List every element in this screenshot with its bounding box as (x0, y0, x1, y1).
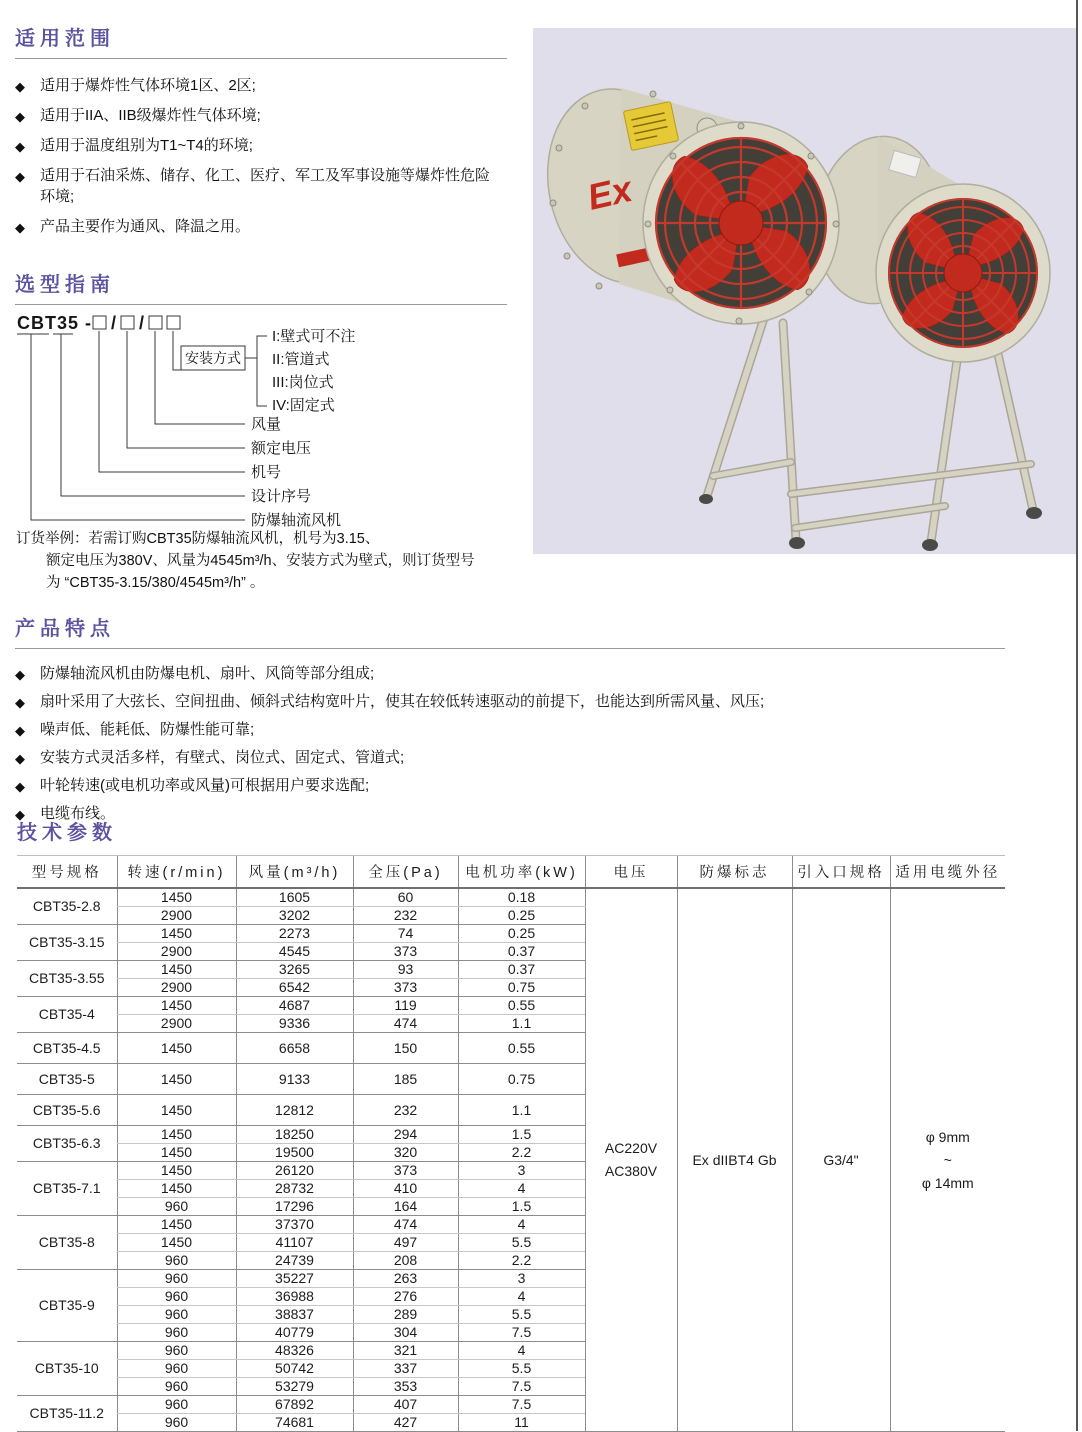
table-header-row (17, 856, 1005, 889)
order-example-line: 订货举例：若需订购CBT35防爆轴流风机，机号为3.15、 (16, 531, 380, 547)
spec-value-cell: 4 (458, 1179, 585, 1197)
spec-value-cell: 48326 (236, 1341, 353, 1359)
list-item-text: 防爆轴流风机由防爆电机、扇叶、风筒等部分组成; (40, 665, 375, 682)
section-title: 选型指南 (15, 274, 115, 296)
spec-value-cell: 960 (117, 1251, 236, 1269)
spec-value-cell: 337 (353, 1359, 458, 1377)
spec-value-cell: 74 (353, 924, 458, 942)
spec-value-cell: 373 (353, 942, 458, 960)
list-item-text: 叶轮转速(或电机功率或风量)可根据用户要求选配; (40, 777, 370, 794)
scope-bullet-list (15, 75, 520, 237)
spec-value-cell: 353 (353, 1377, 458, 1395)
list-item (15, 105, 520, 126)
spec-value-cell: 185 (353, 1063, 458, 1094)
section-technical-parameters (17, 816, 1009, 1432)
spec-value-cell: 74681 (236, 1413, 353, 1431)
spec-value-cell: 4545 (236, 942, 353, 960)
section-selection-guide (15, 268, 520, 535)
spec-value-cell: 7.5 (458, 1395, 585, 1413)
model-cell: CBT35-11.2 (17, 1395, 117, 1431)
spec-value-cell: 3202 (236, 906, 353, 924)
spec-value-cell: 1450 (117, 1063, 236, 1094)
list-item-text: 电缆布线。 (40, 805, 116, 822)
spec-value-cell: 1450 (117, 1179, 236, 1197)
spec-value-cell: 5.5 (458, 1305, 585, 1323)
spec-value-cell: 3265 (236, 960, 353, 978)
diamond-bullet-icon: ◆ (15, 139, 25, 154)
spec-value-cell: 4 (458, 1215, 585, 1233)
model-code-box (93, 316, 106, 329)
spec-value-cell: 3 (458, 1269, 585, 1287)
spec-value-cell: 263 (353, 1269, 458, 1287)
ex-mark-cell: Ex dIIBT4 Gb (677, 888, 792, 1431)
list-item-text: 适用于石油采炼、储存、化工、医疗、军工及军事设施等爆炸性危险环境; (40, 167, 491, 205)
diamond-bullet-icon: ◆ (15, 169, 25, 184)
diamond-bullet-icon: ◆ (15, 751, 25, 766)
spec-value-cell: 9336 (236, 1014, 353, 1032)
model-cell: CBT35-4 (17, 996, 117, 1032)
spec-value-cell: 26120 (236, 1161, 353, 1179)
product-photo (533, 28, 1076, 554)
spec-value-cell: 1450 (117, 1032, 236, 1063)
spec-value-cell: 1450 (117, 1215, 236, 1233)
list-item (15, 663, 1007, 684)
order-example-line: 额定电压为380V、风量为4545m³/h、安装方式为壁式，则订货型号 (46, 553, 475, 569)
column-header: 风量(m³/h) (236, 856, 353, 889)
model-cell: CBT35-4.5 (17, 1032, 117, 1063)
spec-value-cell: 497 (353, 1233, 458, 1251)
list-item (15, 135, 520, 156)
section-divider (15, 304, 507, 305)
column-header: 防爆标志 (677, 856, 792, 889)
spec-value-cell: 1450 (117, 1233, 236, 1251)
spec-value-cell: 1450 (117, 996, 236, 1014)
install-option: I:壁式可不注 (272, 328, 356, 345)
spec-value-cell: 960 (117, 1377, 236, 1395)
spec-value-cell: 960 (117, 1413, 236, 1431)
spec-value-cell: 7.5 (458, 1323, 585, 1341)
diamond-bullet-icon: ◆ (15, 220, 25, 235)
spec-value-cell: 1450 (117, 1125, 236, 1143)
model-code-box (149, 316, 162, 329)
cable-od-cell: φ 9mm ~ φ 14mm (890, 888, 1005, 1431)
spec-value-cell: 5.5 (458, 1359, 585, 1377)
fans-illustration (533, 28, 1076, 554)
spec-value-cell: 24739 (236, 1251, 353, 1269)
diamond-bullet-icon: ◆ (15, 109, 25, 124)
spec-value-cell: 6542 (236, 978, 353, 996)
spec-value-cell: 36988 (236, 1287, 353, 1305)
section-title: 技术参数 (17, 822, 117, 844)
list-item (15, 216, 520, 237)
spec-value-cell: 60 (353, 888, 458, 906)
spec-value-cell: 208 (353, 1251, 458, 1269)
model-cell: CBT35-5 (17, 1063, 117, 1094)
spec-value-cell: 17296 (236, 1197, 353, 1215)
diamond-bullet-icon: ◆ (15, 695, 25, 710)
spec-value-cell: 0.37 (458, 960, 585, 978)
spec-value-cell: 232 (353, 906, 458, 924)
spec-value-cell: 0.37 (458, 942, 585, 960)
section-application-scope (15, 22, 520, 246)
code-part-label: 设计序号 (251, 488, 312, 505)
install-option: II:管道式 (272, 351, 330, 368)
spec-value-cell: 427 (353, 1413, 458, 1431)
list-item-text: 扇叶采用了大弦长、空间扭曲、倾斜式结构宽叶片，使其在较低转速驱动的前提下，也能达到所需风量、风压; (40, 693, 765, 710)
spec-value-cell: 0.55 (458, 996, 585, 1014)
spec-value-cell: 28732 (236, 1179, 353, 1197)
code-part-label: 风量 (251, 416, 282, 433)
model-code-box (121, 316, 134, 329)
spec-value-cell: 1450 (117, 1094, 236, 1125)
spec-value-cell: 960 (117, 1305, 236, 1323)
spec-value-cell: 2900 (117, 942, 236, 960)
diamond-bullet-icon: ◆ (15, 79, 25, 94)
spec-value-cell: 6658 (236, 1032, 353, 1063)
spec-value-cell: 9133 (236, 1063, 353, 1094)
spec-value-cell: 2900 (117, 978, 236, 996)
spec-value-cell: 2900 (117, 1014, 236, 1032)
list-item-text: 噪声低、能耗低、防爆性能可靠; (40, 721, 255, 738)
spec-value-cell: 2.2 (458, 1251, 585, 1269)
spec-value-cell: 1450 (117, 1161, 236, 1179)
spec-value-cell: 373 (353, 1161, 458, 1179)
axial-fan-stand-type-image (805, 128, 1050, 362)
spec-value-cell: 1.5 (458, 1125, 585, 1143)
section-product-features (15, 612, 1007, 831)
spec-value-cell: 960 (117, 1287, 236, 1305)
code-part-label: 防爆轴流风机 (251, 512, 342, 529)
list-item-text: 适用于温度组别为T1~T4的环境; (40, 137, 253, 154)
spec-value-cell: 1.5 (458, 1197, 585, 1215)
code-part-label: 机号 (251, 464, 282, 481)
install-method-label: 安装方式 (185, 350, 241, 366)
table-row (17, 888, 1005, 906)
spec-value-cell: 0.25 (458, 906, 585, 924)
spec-value-cell: 960 (117, 1323, 236, 1341)
spec-value-cell: 0.25 (458, 924, 585, 942)
spec-value-cell: 19500 (236, 1143, 353, 1161)
section-divider (15, 58, 507, 59)
specs-table-body (17, 888, 1005, 1431)
section-title: 适用范围 (15, 28, 115, 50)
list-item-text: 产品主要作为通风、降温之用。 (40, 218, 251, 235)
list-item (15, 165, 500, 207)
features-bullet-list (15, 663, 1007, 824)
spec-value-cell: 474 (353, 1014, 458, 1032)
spec-value-cell: 960 (117, 1395, 236, 1413)
column-header: 引入口规格 (792, 856, 890, 889)
code-part-label: 额定电压 (251, 440, 312, 457)
install-option: IV:固定式 (272, 397, 335, 414)
model-code-box (167, 316, 180, 329)
model-code-diagram (15, 313, 520, 535)
column-header: 电压 (585, 856, 677, 889)
section-divider (15, 648, 1005, 649)
spec-value-cell: 2273 (236, 924, 353, 942)
spec-value-cell: 1450 (117, 1143, 236, 1161)
model-cell: CBT35-7.1 (17, 1161, 117, 1215)
spec-value-cell: 12812 (236, 1094, 353, 1125)
spec-value-cell: 67892 (236, 1395, 353, 1413)
model-code-text: CBT35 - (17, 313, 93, 333)
list-item-text: 安装方式灵活多样，有壁式、岗位式、固定式、管道式; (40, 749, 405, 766)
spec-value-cell: 276 (353, 1287, 458, 1305)
model-cell: CBT35-9 (17, 1269, 117, 1341)
spec-value-cell: 0.75 (458, 1063, 585, 1094)
model-cell: CBT35-10 (17, 1341, 117, 1395)
spec-value-cell: 960 (117, 1359, 236, 1377)
list-item (15, 747, 1007, 768)
spec-value-cell: 960 (117, 1341, 236, 1359)
spec-value-cell: 1.1 (458, 1094, 585, 1125)
list-item (15, 691, 1007, 712)
list-item (15, 75, 520, 96)
spec-value-cell: 150 (353, 1032, 458, 1063)
slash: / (111, 313, 117, 333)
model-cell: CBT35-6.3 (17, 1125, 117, 1161)
spec-value-cell: 410 (353, 1179, 458, 1197)
spec-value-cell: 7.5 (458, 1377, 585, 1395)
spec-value-cell: 53279 (236, 1377, 353, 1395)
technical-parameters-table (17, 855, 1005, 1432)
diamond-bullet-icon: ◆ (15, 723, 25, 738)
diamond-bullet-icon: ◆ (15, 667, 25, 682)
spec-value-cell: 304 (353, 1323, 458, 1341)
voltage-cell: AC220V AC380V (585, 888, 677, 1431)
slash: / (139, 313, 145, 333)
order-example-line: 为 “CBT35-3.15/380/4545m³/h” 。 (46, 575, 265, 591)
spec-value-cell: 1450 (117, 888, 236, 906)
spec-value-cell: 11 (458, 1413, 585, 1431)
spec-value-cell: 294 (353, 1125, 458, 1143)
diamond-bullet-icon: ◆ (15, 779, 25, 794)
spec-value-cell: 289 (353, 1305, 458, 1323)
spec-value-cell: 164 (353, 1197, 458, 1215)
spec-value-cell: 5.5 (458, 1233, 585, 1251)
axial-fan-duct-type-image (533, 75, 839, 324)
model-cell: CBT35-5.6 (17, 1094, 117, 1125)
list-item (15, 719, 1007, 740)
spec-value-cell: 38837 (236, 1305, 353, 1323)
spec-value-cell: 373 (353, 978, 458, 996)
spec-value-cell: 0.55 (458, 1032, 585, 1063)
spec-value-cell: 18250 (236, 1125, 353, 1143)
spec-value-cell: 1450 (117, 924, 236, 942)
model-cell: CBT35-3.15 (17, 924, 117, 960)
order-example (16, 528, 536, 594)
spec-value-cell: 1.1 (458, 1014, 585, 1032)
spec-value-cell: 1450 (117, 960, 236, 978)
spec-value-cell: 0.75 (458, 978, 585, 996)
column-header: 全压(Pa) (353, 856, 458, 889)
spec-value-cell: 93 (353, 960, 458, 978)
spec-value-cell: 4 (458, 1341, 585, 1359)
spec-value-cell: 232 (353, 1094, 458, 1125)
spec-value-cell: 35227 (236, 1269, 353, 1287)
list-item (15, 775, 1007, 796)
ex-mark-label: Ex (583, 167, 636, 218)
list-item-text: 适用于IIA、IIB级爆炸性气体环境; (40, 107, 261, 124)
model-cell: CBT35-2.8 (17, 888, 117, 924)
spec-value-cell: 4 (458, 1287, 585, 1305)
spec-value-cell: 0.18 (458, 888, 585, 906)
spec-value-cell: 960 (117, 1197, 236, 1215)
model-cell: CBT35-8 (17, 1215, 117, 1269)
model-cell: CBT35-3.55 (17, 960, 117, 996)
spec-value-cell: 41107 (236, 1233, 353, 1251)
spec-value-cell: 321 (353, 1341, 458, 1359)
spec-value-cell: 474 (353, 1215, 458, 1233)
column-header: 电机功率(kW) (458, 856, 585, 889)
spec-value-cell: 2.2 (458, 1143, 585, 1161)
spec-value-cell: 37370 (236, 1215, 353, 1233)
spec-value-cell: 2900 (117, 906, 236, 924)
section-title: 产品特点 (15, 618, 115, 640)
spec-value-cell: 960 (117, 1269, 236, 1287)
spec-value-cell: 320 (353, 1143, 458, 1161)
list-item-text: 适用于爆炸性气体环境1区、2区; (40, 77, 256, 94)
spec-value-cell: 1605 (236, 888, 353, 906)
inlet-spec-cell: G3/4" (792, 888, 890, 1431)
diamond-bullet-icon: ◆ (15, 807, 25, 822)
spec-value-cell: 119 (353, 996, 458, 1014)
spec-value-cell: 50742 (236, 1359, 353, 1377)
spec-value-cell: 4687 (236, 996, 353, 1014)
page-edge-line (1076, 0, 1078, 1431)
spec-value-cell: 3 (458, 1161, 585, 1179)
column-header: 转速(r/min) (117, 856, 236, 889)
column-header: 型号规格 (17, 856, 117, 889)
spec-value-cell: 40779 (236, 1323, 353, 1341)
install-option: III:岗位式 (272, 374, 334, 391)
spec-value-cell: 407 (353, 1395, 458, 1413)
column-header: 适用电缆外径 (890, 856, 1005, 889)
